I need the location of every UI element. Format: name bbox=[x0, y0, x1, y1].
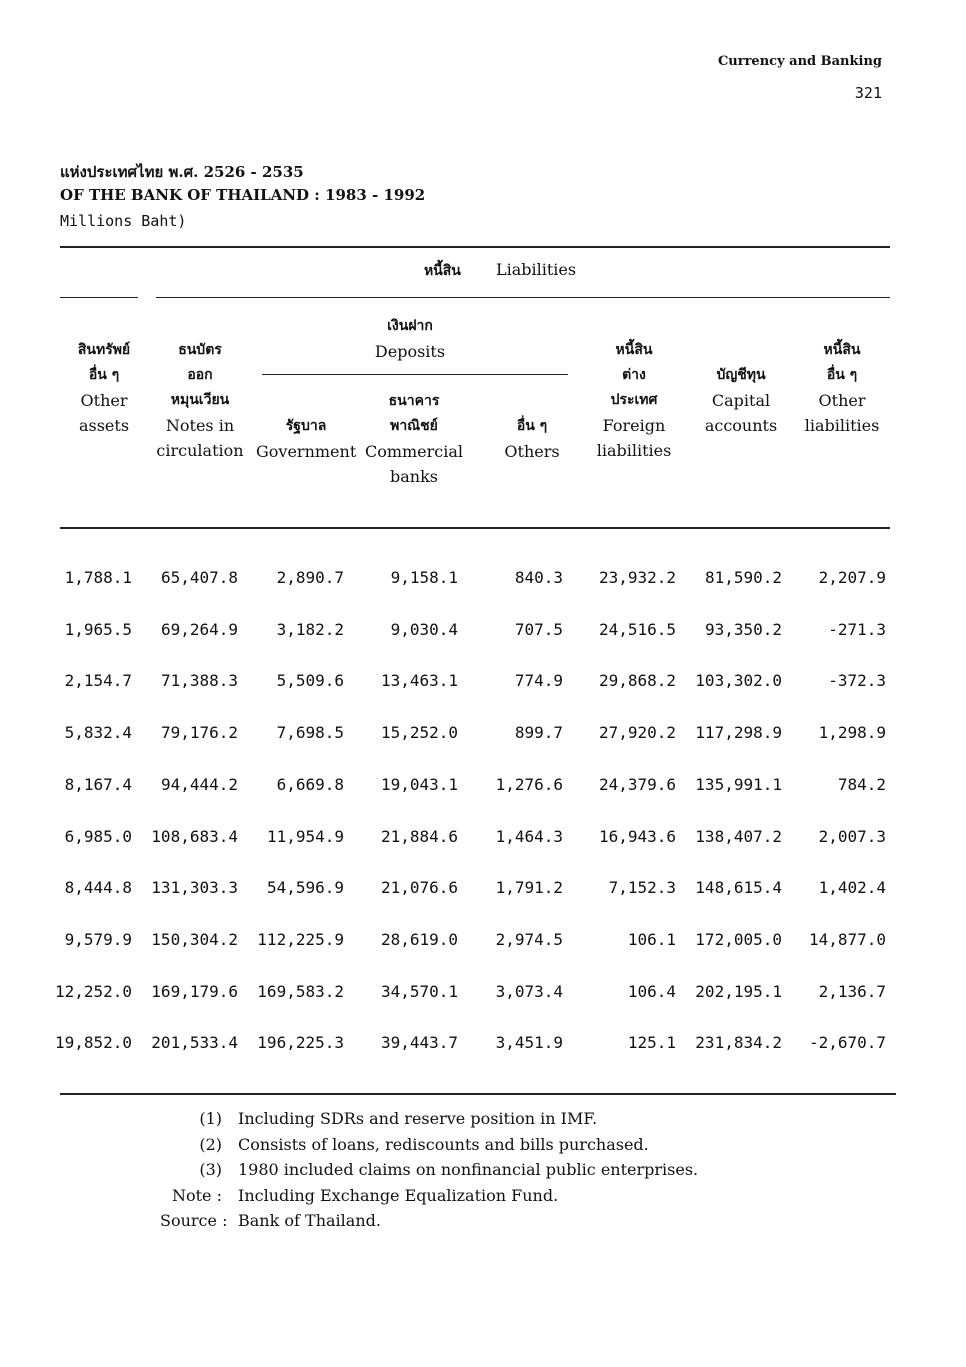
cell-others: 840.3 bbox=[514, 568, 563, 587]
footnote-text: Including SDRs and reserve position in IMF. bbox=[238, 1109, 598, 1128]
footnote-text: Including Exchange Equalization Fund. bbox=[238, 1185, 559, 1205]
footnote-line bbox=[160, 1135, 649, 1154]
cell-other-liabilities: -271.3 bbox=[828, 619, 886, 639]
running-head: Currency and Banking bbox=[717, 54, 882, 69]
cell-commercial-banks: 21,884.6 bbox=[380, 826, 458, 846]
cell-others: 2,974.5 bbox=[495, 929, 563, 949]
cell-government: 2,890.7 bbox=[276, 568, 344, 587]
cell-government: 112,225.9 bbox=[257, 929, 344, 949]
header-bottom-rule bbox=[60, 527, 890, 529]
deposits-heading-english: Deposits bbox=[374, 342, 446, 361]
cell-foreign-liabilities: 125.1 bbox=[627, 1033, 676, 1053]
deposits-heading bbox=[355, 314, 465, 364]
col-header-commercial-banks bbox=[360, 389, 468, 489]
cell-government: 196,225.3 bbox=[257, 1033, 344, 1053]
cell-government: 6,669.8 bbox=[276, 774, 344, 794]
footnote-key: (1) bbox=[199, 1109, 222, 1128]
col-header-thai: หนี้สิน bbox=[823, 342, 861, 358]
cell-others: 707.5 bbox=[514, 619, 563, 639]
cell-other-assets: 8,444.8 bbox=[64, 878, 132, 898]
table-unit: Millions Baht) bbox=[60, 212, 187, 230]
cell-other-liabilities: 784.2 bbox=[837, 774, 886, 794]
cell-capital-accounts: 172,005.0 bbox=[695, 929, 782, 949]
cell-notes-in-circulation: 71,388.3 bbox=[160, 671, 238, 691]
table-row bbox=[0, 982, 966, 1008]
col-header-other-assets bbox=[62, 338, 146, 438]
table-row bbox=[0, 775, 966, 801]
cell-foreign-liabilities: 29,868.2 bbox=[598, 671, 676, 691]
footnote-key: (2) bbox=[199, 1134, 222, 1154]
cell-others: 1,791.2 bbox=[495, 878, 563, 898]
cell-other-liabilities: 2,207.9 bbox=[818, 568, 886, 587]
cell-government: 3,182.2 bbox=[276, 619, 344, 639]
cell-others: 1,464.3 bbox=[495, 826, 563, 846]
cell-commercial-banks: 21,076.6 bbox=[380, 878, 458, 898]
table-row bbox=[0, 930, 966, 956]
cell-commercial-banks: 15,252.0 bbox=[380, 723, 458, 743]
table-row bbox=[0, 723, 966, 749]
col-header-thai: ธนบัตร bbox=[178, 342, 222, 358]
col-header-thai: ต่าง bbox=[622, 367, 646, 383]
cell-foreign-liabilities: 106.4 bbox=[627, 981, 676, 1001]
cell-government: 7,698.5 bbox=[276, 723, 344, 743]
cell-capital-accounts: 148,615.4 bbox=[695, 878, 782, 898]
col-header-english: assets bbox=[78, 416, 130, 435]
cell-others: 1,276.6 bbox=[495, 774, 563, 794]
cell-foreign-liabilities: 106.1 bbox=[627, 929, 676, 949]
cell-others: 3,073.4 bbox=[495, 981, 563, 1001]
col-header-english: Foreign bbox=[602, 416, 666, 435]
liabilities-heading-thai: หนี้สิน bbox=[423, 263, 461, 279]
cell-foreign-liabilities: 23,932.2 bbox=[598, 568, 676, 587]
cell-foreign-liabilities: 7,152.3 bbox=[608, 878, 676, 898]
footnote-line bbox=[160, 1211, 381, 1230]
col-header-thai: ออก bbox=[187, 367, 213, 383]
cell-commercial-banks: 19,043.1 bbox=[380, 774, 458, 794]
col-header-thai: หนี้สิน bbox=[615, 342, 653, 358]
cell-other-assets: 6,985.0 bbox=[64, 826, 132, 846]
cell-foreign-liabilities: 27,920.2 bbox=[598, 723, 676, 743]
col-header-thai: รัฐบาล bbox=[285, 418, 327, 434]
cell-other-liabilities: -2,670.7 bbox=[808, 1033, 886, 1053]
col-header-government bbox=[256, 414, 356, 464]
col-header-english: Capital bbox=[711, 391, 771, 410]
col-header-english: accounts bbox=[704, 416, 778, 435]
cell-capital-accounts: 93,350.2 bbox=[704, 619, 782, 639]
cell-commercial-banks: 13,463.1 bbox=[380, 671, 458, 691]
assets-group-rule bbox=[60, 297, 138, 298]
header-top-rule bbox=[60, 246, 890, 248]
col-header-english: banks bbox=[390, 467, 438, 486]
cell-notes-in-circulation: 201,533.4 bbox=[151, 1033, 238, 1053]
cell-government: 54,596.9 bbox=[266, 878, 344, 898]
col-header-english: Other bbox=[80, 391, 128, 410]
cell-other-liabilities: 1,298.9 bbox=[818, 723, 886, 743]
col-header-thai: ธนาคาร bbox=[388, 393, 440, 409]
footnote-text: Bank of Thailand. bbox=[238, 1211, 381, 1230]
footnote-line bbox=[160, 1109, 597, 1128]
table-row bbox=[0, 671, 966, 697]
col-header-thai: หมุนเวียน bbox=[170, 392, 230, 408]
col-header-english: circulation bbox=[156, 441, 244, 460]
col-header-english: Others bbox=[504, 442, 560, 461]
deposits-heading-thai: เงินฝาก bbox=[387, 318, 433, 334]
table-row bbox=[0, 1033, 966, 1059]
table-row bbox=[0, 827, 966, 853]
table-row bbox=[0, 878, 966, 904]
cell-capital-accounts: 135,991.1 bbox=[695, 774, 782, 794]
col-header-thai: ประเทศ bbox=[610, 392, 658, 408]
cell-other-liabilities: 2,007.3 bbox=[818, 826, 886, 846]
cell-other-liabilities: 1,402.4 bbox=[818, 878, 886, 898]
liabilities-heading bbox=[380, 260, 620, 282]
cell-foreign-liabilities: 24,516.5 bbox=[598, 619, 676, 639]
footnote-text: 1980 included claims on nonfinancial public enterprises. bbox=[238, 1160, 699, 1179]
table-row bbox=[0, 620, 966, 646]
footnote-line bbox=[160, 1186, 558, 1205]
table-title-thai: แห่งประเทศไทย พ.ศ. 2526 - 2535 bbox=[60, 163, 304, 181]
cell-notes-in-circulation: 65,407.8 bbox=[160, 568, 238, 587]
cell-notes-in-circulation: 94,444.2 bbox=[160, 774, 238, 794]
cell-commercial-banks: 9,030.4 bbox=[390, 619, 458, 639]
col-header-other-liabilities bbox=[792, 338, 892, 438]
col-header-capital-accounts bbox=[696, 363, 786, 438]
cell-notes-in-circulation: 79,176.2 bbox=[160, 723, 238, 743]
col-header-english: Government bbox=[256, 442, 357, 461]
cell-other-assets: 12,252.0 bbox=[54, 981, 132, 1001]
cell-capital-accounts: 81,590.2 bbox=[704, 568, 782, 587]
cell-others: 3,451.9 bbox=[495, 1033, 563, 1053]
cell-other-liabilities: -372.3 bbox=[828, 671, 886, 691]
cell-commercial-banks: 34,570.1 bbox=[380, 981, 458, 1001]
footnote-text: Consists of loans, rediscounts and bills purchased. bbox=[238, 1134, 649, 1154]
cell-notes-in-circulation: 150,304.2 bbox=[151, 929, 238, 949]
footnote-key: Note : bbox=[171, 1185, 222, 1205]
cell-capital-accounts: 138,407.2 bbox=[695, 826, 782, 846]
footnote-key: (3) bbox=[199, 1160, 222, 1179]
col-header-english: Notes in bbox=[165, 416, 235, 435]
col-header-foreign-liabilities bbox=[582, 338, 686, 463]
cell-capital-accounts: 202,195.1 bbox=[695, 981, 782, 1001]
deposits-group-rule bbox=[262, 374, 568, 375]
col-header-thai: อื่น ๆ bbox=[516, 418, 548, 434]
cell-foreign-liabilities: 24,379.6 bbox=[598, 774, 676, 794]
cell-commercial-banks: 39,443.7 bbox=[380, 1033, 458, 1053]
cell-other-assets: 9,579.9 bbox=[64, 929, 132, 949]
col-header-thai: บัญชีทุน bbox=[716, 367, 766, 383]
col-header-thai: อื่น ๆ bbox=[88, 367, 120, 383]
col-header-notes-in-circulation bbox=[148, 338, 252, 463]
cell-government: 169,583.2 bbox=[257, 981, 344, 1001]
cell-other-assets: 1,788.1 bbox=[64, 568, 132, 587]
col-header-english: liabilities bbox=[804, 416, 880, 435]
cell-other-liabilities: 2,136.7 bbox=[818, 981, 886, 1001]
cell-others: 774.9 bbox=[514, 671, 563, 691]
col-header-thai: อื่น ๆ bbox=[826, 367, 858, 383]
col-header-others bbox=[492, 414, 572, 464]
cell-capital-accounts: 231,834.2 bbox=[695, 1033, 782, 1053]
col-header-english: Other bbox=[818, 391, 866, 410]
cell-other-assets: 8,167.4 bbox=[64, 774, 132, 794]
liabilities-group-rule bbox=[156, 297, 890, 298]
cell-notes-in-circulation: 169,179.6 bbox=[151, 981, 238, 1001]
cell-notes-in-circulation: 69,264.9 bbox=[160, 619, 238, 639]
cell-other-assets: 5,832.4 bbox=[64, 723, 132, 743]
cell-capital-accounts: 117,298.9 bbox=[695, 723, 782, 743]
cell-others: 899.7 bbox=[514, 723, 563, 743]
cell-commercial-banks: 9,158.1 bbox=[390, 568, 458, 587]
col-header-thai: สินทรัพย์ bbox=[77, 342, 131, 358]
cell-other-assets: 19,852.0 bbox=[54, 1033, 132, 1053]
cell-commercial-banks: 28,619.0 bbox=[380, 929, 458, 949]
table-bottom-rule bbox=[60, 1093, 896, 1095]
col-header-thai: พาณิชย์ bbox=[390, 418, 438, 434]
col-header-english: Commercial bbox=[364, 442, 464, 461]
cell-government: 11,954.9 bbox=[266, 826, 344, 846]
cell-government: 5,509.6 bbox=[276, 671, 344, 691]
liabilities-heading-english: Liabilities bbox=[495, 260, 577, 279]
cell-other-liabilities: 14,877.0 bbox=[808, 929, 886, 949]
cell-notes-in-circulation: 131,303.3 bbox=[151, 878, 238, 898]
cell-capital-accounts: 103,302.0 bbox=[695, 671, 782, 691]
cell-other-assets: 1,965.5 bbox=[64, 619, 132, 639]
page-number: 321 bbox=[854, 84, 882, 102]
footnote-line bbox=[160, 1160, 698, 1179]
cell-other-assets: 2,154.7 bbox=[64, 671, 132, 691]
col-header-english: liabilities bbox=[596, 441, 672, 460]
footnote-key: Source : bbox=[160, 1211, 228, 1230]
table-row bbox=[0, 568, 966, 594]
cell-foreign-liabilities: 16,943.6 bbox=[598, 826, 676, 846]
cell-notes-in-circulation: 108,683.4 bbox=[151, 826, 238, 846]
table-title-english: OF THE BANK OF THAILAND : 1983 - 1992 bbox=[60, 186, 426, 204]
